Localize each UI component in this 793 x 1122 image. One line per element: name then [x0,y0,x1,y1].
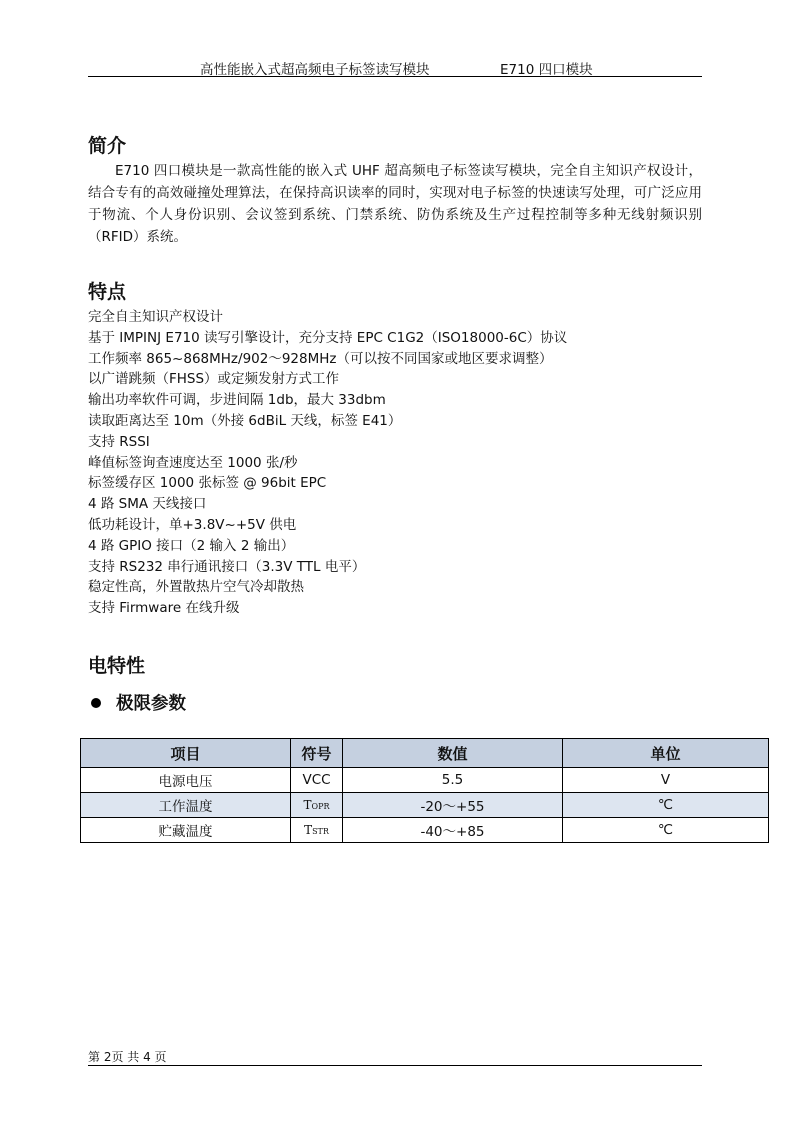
page-header [88,58,702,77]
cell-unit: ℃ [563,793,769,818]
feature-item: 支持 RS232 串行通讯接口（3.3V TTL 电平） [88,558,366,575]
column-header-item: 项目 [81,739,291,768]
limits-subheading-text: 极限参数 [116,694,186,714]
feature-item: 支持 Firmware 在线升级 [88,600,240,617]
symbol-main: T [304,823,313,837]
feature-item: 4 路 GPIO 接口（2 输入 2 输出） [88,537,295,554]
feature-item: 低功耗设计，单+3.8V~+5V 供电 [88,516,297,533]
column-header-unit: 单位 [563,739,769,768]
table-row [81,818,769,843]
cell-item: 电源电压 [81,768,291,793]
cell-unit: ℃ [563,818,769,843]
header-model: E710 四口模块 [500,62,593,78]
feature-item: 稳定性高，外置散热片空气冷却散热 [88,579,304,596]
feature-item: 基于 IMPINJ E710 读写引擎设计，充分支持 EPC C1G2（ISO18000-6C）协议 [88,329,568,346]
cell-item: 贮藏温度 [81,818,291,843]
symbol-subscript: OPR [311,802,330,811]
intro-heading: 简介 [88,135,127,157]
cell-unit: V [563,768,769,793]
column-header-symbol: 符号 [291,739,343,768]
table-row [81,793,769,818]
page-number: 第 2页 共 4 页 [88,1050,167,1064]
limits-table [80,738,769,843]
feature-item: 读取距离达至 10m（外接 6dBiL 天线，标签 E41） [88,412,402,429]
symbol-subscript: STR [312,827,329,836]
column-header-value: 数值 [343,739,563,768]
features-heading: 特点 [88,281,127,303]
cell-symbol [291,793,343,818]
limits-subheading [88,690,186,715]
feature-item: 峰值标签询查速度达至 1000 张/秒 [88,454,298,471]
feature-item: 工作频率 865~868MHz/902～928MHz（可以按不同国家或地区要求调整） [88,350,553,367]
table-row [81,768,769,793]
cell-symbol: VCC [291,768,343,793]
feature-item: 支持 RSSI [88,433,150,450]
cell-value: -20～+55 [343,793,563,818]
page-footer [88,1048,702,1066]
cell-value: 5.5 [343,768,563,793]
cell-item: 工作温度 [81,793,291,818]
feature-item: 以广谱跳频（FHSS）或定频发射方式工作 [88,371,340,388]
feature-item: 输出功率软件可调，步进间隔 1db，最大 33dbm [88,392,386,409]
feature-item: 4 路 SMA 天线接口 [88,496,207,513]
header-title: 高性能嵌入式超高频电子标签读写模块 [200,62,430,78]
features-list [88,307,567,619]
symbol-main: T [303,798,312,812]
feature-item: 标签缓存区 1000 张标签 @ 96bit EPC [88,475,327,492]
cell-symbol [291,818,343,843]
cell-value: -40～+85 [343,818,563,843]
bullet-icon [91,698,101,708]
feature-item: 完全自主知识产权设计 [88,309,223,325]
intro-paragraph: E710 四口模块是一款高性能的嵌入式 UHF 超高频电子标签读写模块，完全自主知识产权设计，结合专有的高效碰撞处理算法，在保持高识读率的同时，实现对电子标签的快速读写处理，可广泛应用于物流、个人身份识别、会议签到系统、门禁系统、防伪系统及生产过程控制等多种无线射频识别（RFID）系统。 [88,163,702,245]
electrical-heading: 电特性 [88,655,146,677]
table-header-row [81,739,769,768]
